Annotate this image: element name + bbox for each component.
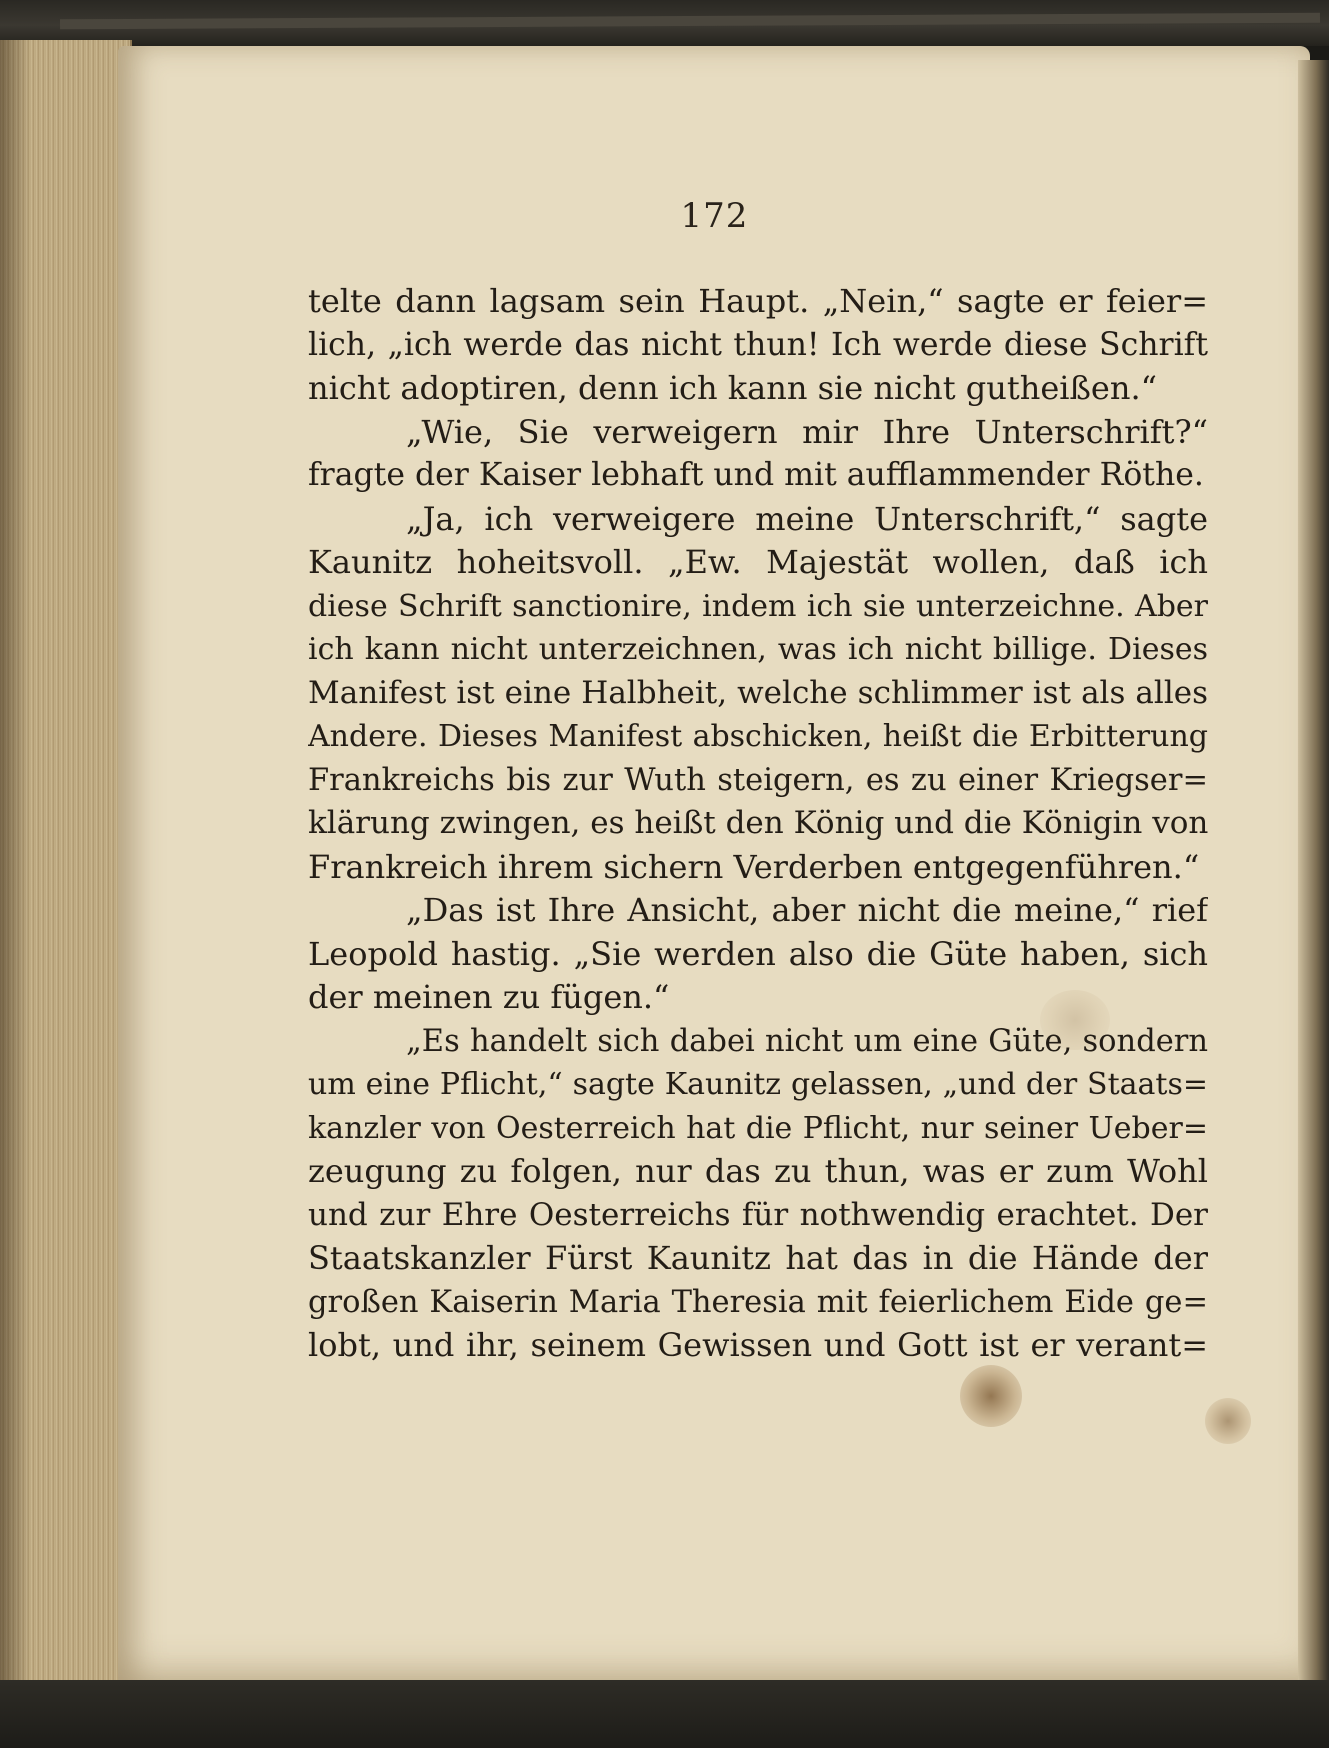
text-line: Staatskanzler Fürst Kaunitz hat das in die Hände der xyxy=(308,1239,1208,1277)
text-line: großen Kaiserin Maria Theresia mit feierlichem Eide ge= xyxy=(308,1284,1208,1320)
text-line: „Wie, Sie verweigern mir Ihre Unterschrift?“ xyxy=(406,412,1208,451)
text-line: „Das ist Ihre Ansicht, aber nicht die meine,“ rief xyxy=(406,891,1208,929)
text-line: fragte der Kaiser lebhaft und mit aufflammender Röthe. xyxy=(308,457,1204,493)
text-line: Andere. Dieses Manifest abschicken, heißt die Erbitterung xyxy=(308,719,1208,754)
page-stack-shadow xyxy=(0,40,30,1680)
page-right-edge xyxy=(1298,60,1329,1680)
text-line: kanzler von Oesterreich hat die Pflicht, nur seiner Ueber= xyxy=(308,1110,1208,1146)
text-line: „Ja, ich verweigere meine Unterschrift,“ sagte xyxy=(406,499,1208,538)
text-line: Frankreichs bis zur Wuth steigern, es zu einer Kriegser= xyxy=(308,762,1208,798)
text-line: lobt, und ihr, seinem Gewissen und Gott ist er verant= xyxy=(308,1326,1208,1364)
text-line: und zur Ehre Oesterreichs für nothwendig erachtet. Der xyxy=(308,1196,1208,1233)
book-cover-bottom xyxy=(0,1680,1329,1748)
text-line: Kaunitz hoheitsvoll. „Ew. Majestät wollen, daß ich xyxy=(308,543,1208,581)
text-line: Leopold hastig. „Sie werden also die Güte haben, sich xyxy=(308,934,1208,973)
text-line: „Es handelt sich dabei nicht um eine Güte, sondern xyxy=(406,1023,1208,1059)
body-text xyxy=(308,280,1208,1368)
page-number: 172 xyxy=(680,196,749,236)
text-line: um eine Pflicht,“ sagte Kaunitz gelassen, „und der Staats= xyxy=(308,1067,1208,1102)
text-line: lich, „ich werde das nicht thun! Ich werde diese Schrift xyxy=(308,326,1208,363)
text-line: der meinen zu fügen.“ xyxy=(308,978,670,1016)
text-line: telte dann lagsam sein Haupt. „Nein,“ sagte er feier= xyxy=(308,282,1208,320)
text-line: Frankreich ihrem sichern Verderben entgegenführen.“ xyxy=(308,847,1200,886)
text-line: klärung zwingen, es heißt den König und die Königin von xyxy=(308,805,1208,841)
text-line: zeugung zu folgen, nur das zu thun, was er zum Wohl xyxy=(308,1152,1208,1190)
text-line: nicht adoptiren, denn ich kann sie nicht gutheißen.“ xyxy=(308,369,1157,407)
text-line: Manifest ist eine Halbheit, welche schlimmer ist als alles xyxy=(308,674,1208,711)
text-line: ich kann nicht unterzeichnen, was ich nicht billige. Dieses xyxy=(308,632,1208,667)
foxing-stain xyxy=(960,1365,1022,1427)
foxing-stain xyxy=(1205,1398,1251,1444)
text-line: diese Schrift sanctionire, indem ich sie unterzeichne. Aber xyxy=(308,588,1208,624)
